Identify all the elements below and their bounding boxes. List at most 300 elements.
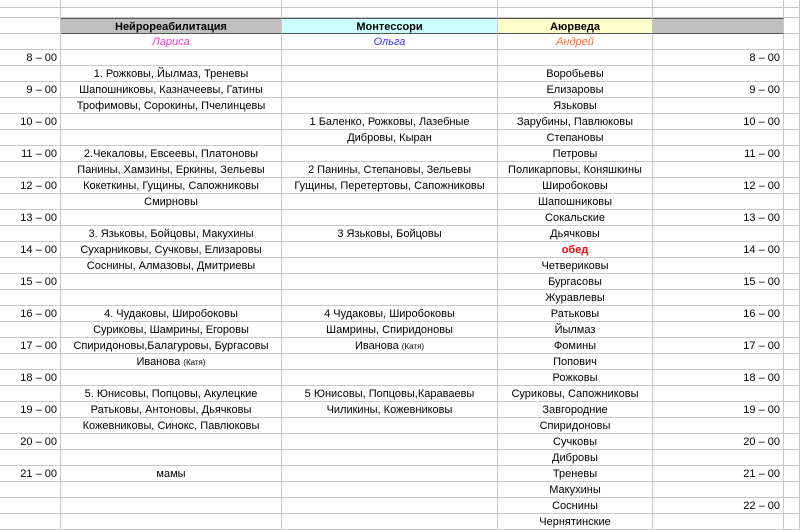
table-row (0, 146, 800, 162)
cell-text: 5 Юнисовы, Попцовы,Караваевы (304, 388, 475, 400)
cell-text: 18 – 00 (743, 372, 780, 384)
montessori-cell[interactable] (282, 338, 498, 354)
cell[interactable] (0, 0, 61, 8)
time-cell[interactable] (0, 370, 61, 386)
table-row (0, 386, 800, 402)
ayurveda-cell[interactable] (498, 50, 653, 66)
edge-cell[interactable] (784, 306, 800, 322)
ayurveda-cell[interactable] (498, 258, 653, 274)
neuro-cell[interactable] (61, 114, 282, 130)
names-row (0, 34, 800, 50)
blank-row (0, 8, 800, 18)
ayurveda-cell[interactable] (498, 386, 653, 402)
header-row (0, 18, 800, 34)
cell-text: 11 – 00 (744, 148, 780, 160)
time-cell-right[interactable] (653, 466, 784, 482)
specialist-name-1[interactable]: Лариса (61, 34, 282, 50)
cell-text: Чернятинские (539, 516, 611, 528)
ayurveda-cell[interactable] (498, 146, 653, 162)
cell-text: Завгородние (542, 404, 608, 416)
ayurveda-cell[interactable] (498, 290, 653, 306)
montessori-cell[interactable] (282, 114, 498, 130)
ayurveda-cell[interactable] (498, 466, 653, 482)
edge-cell[interactable] (784, 402, 800, 418)
cell-text: Попович (553, 356, 597, 368)
cell-text: Шапошниковы, Казначеевы, Гатины (79, 84, 263, 96)
montessori-cell[interactable] (282, 98, 498, 114)
neuro-cell[interactable] (61, 290, 282, 306)
edge-cell[interactable] (784, 114, 800, 130)
cell-text: 21 – 00 (20, 468, 57, 480)
time-cell[interactable] (0, 482, 61, 498)
time-cell-right[interactable] (653, 514, 784, 530)
montessori-cell[interactable] (282, 322, 498, 338)
time-cell-right[interactable] (653, 370, 784, 386)
table-row (0, 402, 800, 418)
ayurveda-cell[interactable] (498, 498, 653, 514)
neuro-cell[interactable] (61, 274, 282, 290)
edge-cell[interactable] (784, 338, 800, 354)
time-cell[interactable] (0, 402, 61, 418)
table-row (0, 482, 800, 498)
time-cell-right[interactable] (653, 434, 784, 450)
neuro-cell[interactable] (61, 162, 282, 178)
cell[interactable] (61, 0, 282, 8)
time-cell[interactable] (0, 498, 61, 514)
cell-text: Четвериковы (541, 260, 609, 272)
time-cell[interactable] (0, 274, 61, 290)
time-cell[interactable] (0, 242, 61, 258)
montessori-cell[interactable] (282, 210, 498, 226)
cell-text: Фомины (553, 340, 597, 352)
cell-text: 9 – 00 (749, 84, 780, 96)
edge-cell[interactable] (784, 450, 800, 466)
time-cell-right[interactable] (653, 210, 784, 226)
cell-text: Воробьевы (546, 68, 604, 80)
cell-text: Макухины (549, 484, 601, 496)
time-cell-right[interactable] (653, 130, 784, 146)
time-cell-right[interactable] (653, 386, 784, 402)
edge-cell[interactable] (784, 434, 800, 450)
table-row (0, 418, 800, 434)
montessori-cell[interactable] (282, 194, 498, 210)
time-cell-right[interactable] (653, 290, 784, 306)
montessori-cell[interactable] (282, 482, 498, 498)
cell-text: Бургасовы (548, 276, 602, 288)
ayurveda-cell[interactable] (498, 482, 653, 498)
table-row (0, 290, 800, 306)
cell[interactable] (784, 8, 800, 18)
header-empty[interactable] (653, 18, 784, 34)
edge-cell[interactable] (784, 242, 800, 258)
cell-text: 15 – 00 (20, 276, 57, 288)
specialist-name-2[interactable]: Ольга (282, 34, 498, 50)
table-row (0, 178, 800, 194)
montessori-cell[interactable] (282, 50, 498, 66)
cell[interactable] (653, 34, 784, 50)
montessori-cell[interactable] (282, 178, 498, 194)
cell-text: Зарубины, Павлюковы (516, 116, 633, 128)
ayurveda-cell[interactable] (498, 450, 653, 466)
time-cell[interactable] (0, 466, 61, 482)
time-cell[interactable] (0, 450, 61, 466)
cell-text: Кокеткины, Гущины, Сапожниковы (83, 180, 259, 192)
ayurveda-cell[interactable] (498, 434, 653, 450)
time-cell[interactable] (0, 258, 61, 274)
cell-text: 2.Чекаловы, Евсеевы, Платоновы (83, 148, 259, 160)
cell-text: Дибровы (552, 452, 598, 464)
top-partial-row (0, 0, 800, 8)
edge-cell[interactable] (784, 98, 800, 114)
edge-cell[interactable] (784, 290, 800, 306)
cell[interactable] (498, 0, 653, 8)
time-cell[interactable] (0, 98, 61, 114)
neuro-cell[interactable] (61, 194, 282, 210)
cell[interactable] (282, 0, 498, 8)
time-cell-right[interactable] (653, 178, 784, 194)
cell-text: Гущины, Перетертовы, Сапожниковы (294, 180, 485, 192)
cell-text: 12 – 00 (20, 180, 57, 192)
edge-cell[interactable] (784, 162, 800, 178)
ayurveda-cell[interactable] (498, 162, 653, 178)
time-cell-right[interactable] (653, 162, 784, 178)
table-row (0, 450, 800, 466)
montessori-cell[interactable] (282, 290, 498, 306)
edge-cell[interactable] (784, 146, 800, 162)
edge-cell[interactable] (784, 354, 800, 370)
neuro-cell[interactable] (61, 498, 282, 514)
cell-text: Рожковы (552, 372, 598, 384)
cell[interactable] (0, 8, 61, 18)
montessori-cell[interactable] (282, 274, 498, 290)
cell-text: 19 – 00 (743, 404, 780, 416)
ayurveda-cell[interactable] (498, 402, 653, 418)
table-row (0, 130, 800, 146)
time-cell-right[interactable] (653, 402, 784, 418)
table-row (0, 82, 800, 98)
cell[interactable] (784, 18, 800, 34)
table-row (0, 514, 800, 530)
header-montessori[interactable]: Монтессори (282, 18, 498, 34)
cell-text: Сухарниковы, Сучковы, Елизаровы (80, 244, 262, 256)
time-cell[interactable] (0, 162, 61, 178)
neuro-cell[interactable] (61, 434, 282, 450)
edge-cell[interactable] (784, 50, 800, 66)
neuro-cell[interactable] (61, 258, 282, 274)
cell-text: 1 Баленко, Рожковы, Лазебные (309, 116, 470, 128)
neuro-cell[interactable] (61, 242, 282, 258)
time-cell-right[interactable] (653, 354, 784, 370)
cell[interactable] (0, 18, 61, 34)
montessori-cell[interactable] (282, 386, 498, 402)
cell-text: 5. Юнисовы, Попцовы, Акулецкие (84, 388, 258, 400)
time-cell-right[interactable] (653, 114, 784, 130)
time-cell[interactable] (0, 434, 61, 450)
time-cell-right[interactable] (653, 498, 784, 514)
table-row (0, 66, 800, 82)
specialist-name-3[interactable]: Андрей (498, 34, 653, 50)
neuro-cell[interactable] (61, 354, 282, 370)
edge-cell[interactable] (784, 322, 800, 338)
time-cell-right[interactable] (653, 338, 784, 354)
edge-cell[interactable] (784, 386, 800, 402)
cell-text: 13 – 00 (20, 212, 57, 224)
time-cell-right[interactable] (653, 66, 784, 82)
header-neuro[interactable]: Нейрореабилитация (61, 18, 282, 34)
edge-cell[interactable] (784, 498, 800, 514)
cell-text: Кожевниковы, Синокс, Павлюковы (82, 420, 260, 432)
ayurveda-cell[interactable] (498, 306, 653, 322)
table-row (0, 466, 800, 482)
table-row (0, 434, 800, 450)
time-cell[interactable] (0, 50, 61, 66)
cell-text: Шапошниковы (537, 196, 613, 208)
edge-cell[interactable] (784, 210, 800, 226)
time-cell[interactable] (0, 66, 61, 82)
montessori-cell[interactable] (282, 242, 498, 258)
time-cell-right[interactable] (653, 322, 784, 338)
time-cell[interactable] (0, 82, 61, 98)
neuro-cell[interactable] (61, 338, 282, 354)
edge-cell[interactable] (784, 178, 800, 194)
cell-text: Журавлевы (545, 292, 605, 304)
cell-text: 1. Рожковы, Йылмаз, Треневы (93, 68, 249, 80)
ayurveda-cell[interactable] (498, 514, 653, 530)
cell[interactable] (653, 0, 784, 8)
cell-text: Чиликины, Кожевниковы (326, 404, 453, 416)
cell-text: 16 – 00 (20, 308, 57, 320)
montessori-cell[interactable] (282, 466, 498, 482)
time-cell-right[interactable] (653, 306, 784, 322)
montessori-cell[interactable] (282, 162, 498, 178)
cell[interactable] (784, 34, 800, 50)
cell-text: 3 Язьковы, Бойцовы (337, 228, 442, 240)
montessori-cell[interactable] (282, 402, 498, 418)
ayurveda-cell[interactable] (498, 114, 653, 130)
ayurveda-cell[interactable] (498, 418, 653, 434)
edge-cell[interactable] (784, 514, 800, 530)
cell-text: Соснины (552, 500, 598, 512)
cell[interactable] (498, 8, 653, 18)
time-cell[interactable] (0, 418, 61, 434)
time-cell-right[interactable] (653, 50, 784, 66)
cell-text: Язьковы (553, 100, 597, 112)
montessori-cell[interactable] (282, 146, 498, 162)
time-cell-right[interactable] (653, 258, 784, 274)
cell-text: Спиридоновы,Балагуровы, Бургасовы (73, 340, 269, 352)
ayurveda-cell[interactable] (498, 242, 653, 258)
time-cell[interactable] (0, 178, 61, 194)
edge-cell[interactable] (784, 370, 800, 386)
cell-text: Треневы (552, 468, 598, 480)
cell-text: 2 Панины, Степановы, Зельевы (307, 164, 472, 176)
table-row (0, 370, 800, 386)
neuro-cell[interactable] (61, 130, 282, 146)
time-cell-right[interactable] (653, 226, 784, 242)
table-row (0, 498, 800, 514)
edge-cell[interactable] (784, 274, 800, 290)
montessori-cell[interactable] (282, 130, 498, 146)
neuro-cell[interactable] (61, 370, 282, 386)
edge-cell[interactable] (784, 418, 800, 434)
cell-text: Йылмаз (554, 324, 596, 336)
edge-cell[interactable] (784, 258, 800, 274)
edge-cell[interactable] (784, 466, 800, 482)
time-cell[interactable] (0, 146, 61, 162)
table-row (0, 226, 800, 242)
neuro-cell[interactable] (61, 466, 282, 482)
montessori-cell[interactable] (282, 354, 498, 370)
time-cell-right[interactable] (653, 194, 784, 210)
cell-text: мамы (156, 468, 186, 480)
time-cell[interactable] (0, 226, 61, 242)
cell-text: 10 – 00 (743, 116, 780, 128)
neuro-cell[interactable] (61, 210, 282, 226)
ayurveda-cell[interactable] (498, 338, 653, 354)
cell-text: 20 – 00 (20, 436, 57, 448)
cell-text: 17 – 00 (20, 340, 57, 352)
neuro-cell[interactable] (61, 514, 282, 530)
header-ayurveda[interactable]: Аюрведа (498, 18, 653, 34)
cell-text: Трофимовы, Сорокины, Пчелинцевы (76, 100, 266, 112)
time-cell[interactable] (0, 194, 61, 210)
time-cell[interactable] (0, 322, 61, 338)
montessori-cell[interactable] (282, 514, 498, 530)
cell[interactable] (784, 0, 800, 8)
time-cell[interactable] (0, 338, 61, 354)
ayurveda-cell[interactable] (498, 178, 653, 194)
neuro-cell[interactable] (61, 226, 282, 242)
ayurveda-cell[interactable] (498, 194, 653, 210)
cell-text: Степановы (546, 132, 604, 144)
montessori-cell[interactable] (282, 226, 498, 242)
montessori-cell[interactable] (282, 370, 498, 386)
ayurveda-cell[interactable] (498, 210, 653, 226)
time-cell-right[interactable] (653, 418, 784, 434)
cell-text: 9 – 00 (26, 84, 57, 96)
table-row (0, 338, 800, 354)
table-row (0, 162, 800, 178)
montessori-cell[interactable] (282, 450, 498, 466)
cell-text: 10 – 00 (20, 116, 57, 128)
montessori-cell[interactable] (282, 82, 498, 98)
cell-text: Иванова (354, 340, 399, 352)
time-cell[interactable] (0, 306, 61, 322)
time-cell-right[interactable] (653, 450, 784, 466)
ayurveda-cell[interactable] (498, 226, 653, 242)
time-cell[interactable] (0, 514, 61, 530)
time-cell[interactable] (0, 130, 61, 146)
cell-note: (Катя) (183, 358, 206, 367)
neuro-cell[interactable] (61, 82, 282, 98)
montessori-cell[interactable] (282, 434, 498, 450)
cell-text: Панины, Хамзины, Еркины, Зельевы (77, 164, 265, 176)
table-row (0, 98, 800, 114)
cell[interactable] (61, 8, 282, 18)
edge-cell[interactable] (784, 226, 800, 242)
montessori-cell[interactable] (282, 306, 498, 322)
table-row (0, 354, 800, 370)
cell-text: 15 – 00 (743, 276, 780, 288)
edge-cell[interactable] (784, 82, 800, 98)
time-cell-right[interactable] (653, 242, 784, 258)
ayurveda-cell[interactable] (498, 322, 653, 338)
ayurveda-cell[interactable] (498, 98, 653, 114)
edge-cell[interactable] (784, 194, 800, 210)
table-row (0, 306, 800, 322)
neuro-cell[interactable] (61, 482, 282, 498)
cell-text: Дьячковы (550, 228, 600, 240)
ayurveda-cell[interactable] (498, 354, 653, 370)
cell[interactable] (282, 8, 498, 18)
edge-cell[interactable] (784, 66, 800, 82)
edge-cell[interactable] (784, 130, 800, 146)
cell-text: 4. Чудаковы, Широбоковы (104, 308, 238, 320)
ayurveda-cell[interactable] (498, 82, 653, 98)
cell-text: Иванова (136, 356, 181, 368)
cell-text: 19 – 00 (20, 404, 57, 416)
montessori-cell[interactable] (282, 66, 498, 82)
neuro-cell[interactable] (61, 402, 282, 418)
neuro-cell[interactable] (61, 178, 282, 194)
neuro-cell[interactable] (61, 146, 282, 162)
cell[interactable] (653, 8, 784, 18)
edge-cell[interactable] (784, 482, 800, 498)
table-row (0, 242, 800, 258)
cell-text: 20 – 00 (743, 436, 780, 448)
ayurveda-cell[interactable] (498, 370, 653, 386)
ayurveda-cell[interactable] (498, 274, 653, 290)
cell-text: Спиридоновы (539, 420, 611, 432)
cell-note: (Катя) (401, 342, 425, 351)
neuro-cell[interactable] (61, 66, 282, 82)
time-cell[interactable] (0, 386, 61, 402)
cell-text: 16 – 00 (743, 308, 780, 320)
neuro-cell[interactable] (61, 322, 282, 338)
time-cell-right[interactable] (653, 146, 784, 162)
time-cell-right[interactable] (653, 82, 784, 98)
time-cell[interactable] (0, 290, 61, 306)
ayurveda-cell[interactable] (498, 130, 653, 146)
neuro-cell[interactable] (61, 98, 282, 114)
neuro-cell[interactable] (61, 450, 282, 466)
time-cell-right[interactable] (653, 274, 784, 290)
neuro-cell[interactable] (61, 386, 282, 402)
time-cell-right[interactable] (653, 98, 784, 114)
cell-text: 11 – 00 (21, 148, 57, 160)
cell[interactable] (0, 34, 61, 50)
time-cell[interactable] (0, 354, 61, 370)
cell-text: обед (561, 244, 589, 256)
montessori-cell[interactable] (282, 258, 498, 274)
cell-text: 3. Язьковы, Бойцовы, Макухины (88, 228, 254, 240)
cell-text: Ратьковы (550, 308, 600, 320)
neuro-cell[interactable] (61, 418, 282, 434)
neuro-cell[interactable] (61, 50, 282, 66)
neuro-cell[interactable] (61, 306, 282, 322)
time-cell[interactable] (0, 210, 61, 226)
montessori-cell[interactable] (282, 498, 498, 514)
time-cell[interactable] (0, 114, 61, 130)
table-row (0, 114, 800, 130)
cell-text: Смирновы (144, 196, 198, 208)
montessori-cell[interactable] (282, 418, 498, 434)
ayurveda-cell[interactable] (498, 66, 653, 82)
cell-text: 22 – 00 (743, 500, 780, 512)
cell-text: Дибровы, Кыран (347, 132, 432, 144)
time-cell-right[interactable] (653, 482, 784, 498)
cell-text: Соснины, Алмазовы, Дмитриевы (86, 260, 256, 272)
